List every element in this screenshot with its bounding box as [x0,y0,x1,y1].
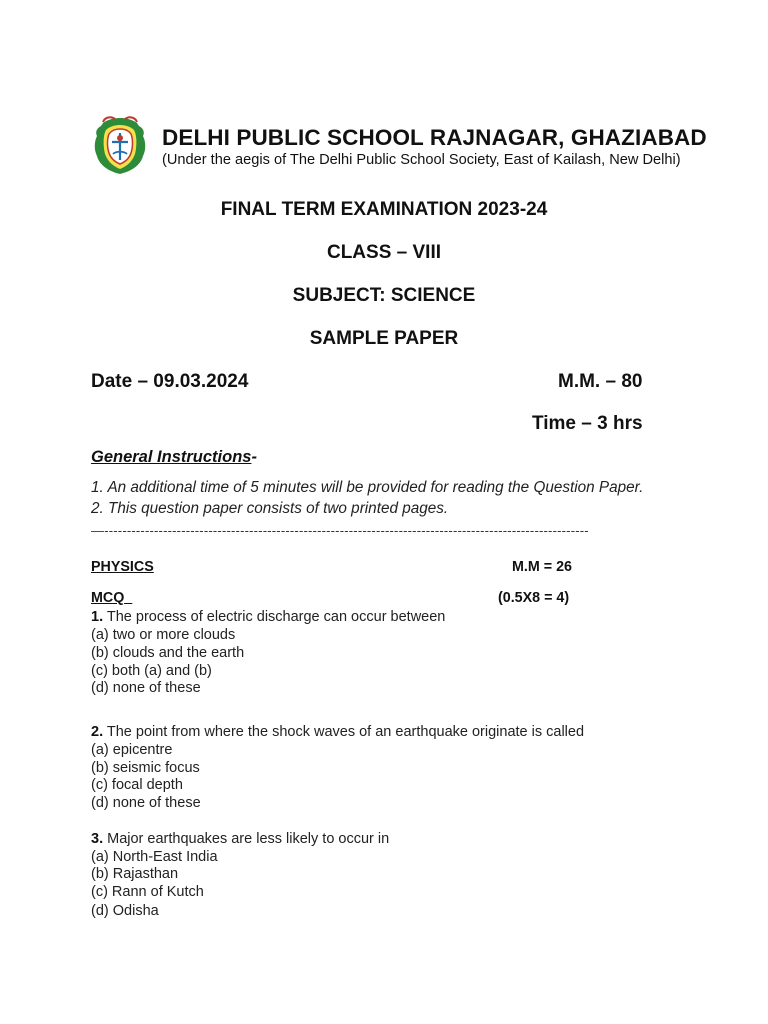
question-2 [91,724,584,740]
option: (c) focal depth [91,777,183,793]
question-number: 2. [91,724,104,740]
exam-class: CLASS – VIII [326,242,442,263]
instruction-item: 1. An additional time of 5 minutes will be provided for reading the Question Paper. [91,479,644,496]
question-1 [91,609,445,625]
question-text: The point from where the shock waves of an earthquake originate is called [103,724,585,740]
separator-line: —----------------------------------------------------------------------------------------------------------- [91,523,589,538]
exam-paper-type: SAMPLE PAPER [309,328,459,349]
option: (a) epicentre [91,742,173,758]
question-text: Major earthquakes are less likely to occur in [103,831,390,847]
general-instructions-label: General Instructions [91,448,252,466]
school-crest-logo [91,116,149,176]
exam-time: Time – 3 hrs [532,413,643,434]
general-instructions-suffix: - [251,448,257,466]
option: (d) none of these [91,795,201,811]
school-name: DELHI PUBLIC SCHOOL RAJNAGAR, GHAZIABAD [162,125,707,150]
exam-subject: SUBJECT: SCIENCE [292,285,476,306]
general-instructions-heading [91,448,257,467]
option: (b) Rajasthan [91,866,179,882]
option: (c) both (a) and (b) [91,663,212,679]
option: (a) two or more clouds [91,627,236,643]
option: (b) clouds and the earth [91,645,245,661]
instruction-item: 2. This question paper consists of two printed pages. [91,500,449,517]
option: (d) Odisha [91,903,159,919]
question-text: The process of electric discharge can occur between [103,609,446,625]
option: (c) Rann of Kutch [91,884,204,900]
question-3 [91,831,389,847]
option: (b) seismic focus [91,760,200,776]
exam-date: Date – 09.03.2024 [91,371,249,392]
school-subtitle: (Under the aegis of The Delhi Public School Society, East of Kailash, New Delhi) [162,152,681,168]
exam-title: FINAL TERM EXAMINATION 2023-24 [220,199,548,220]
option: (d) none of these [91,680,201,696]
option: (a) North-East India [91,849,218,865]
exam-max-marks: M.M. – 80 [558,371,643,392]
section-name: PHYSICS [91,559,154,575]
question-number: 3. [91,831,104,847]
question-number: 1. [91,609,104,625]
section-marks: M.M = 26 [512,559,572,575]
subsection-name: MCQ [91,590,125,606]
subsection-marks: (0.5X8 = 4) [498,590,570,606]
